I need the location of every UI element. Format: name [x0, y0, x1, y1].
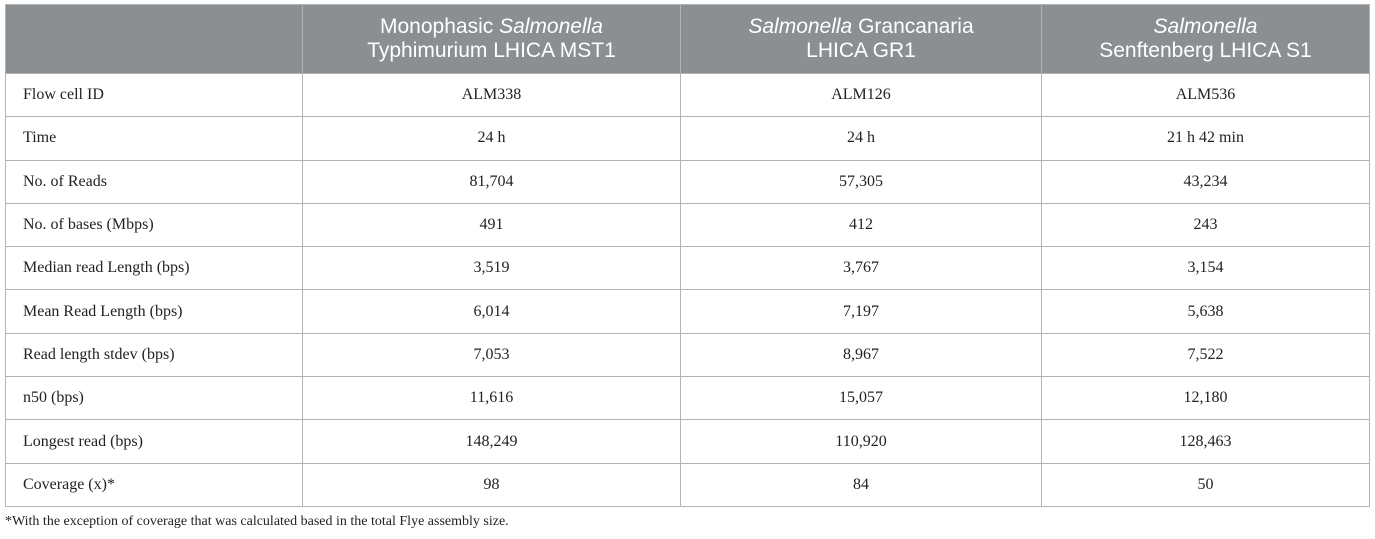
table-row	[6, 247, 1370, 290]
row-label: Read length stdev (bps)	[6, 333, 303, 376]
header-italic-genus: Salmonella	[499, 15, 603, 38]
table-row	[6, 160, 1370, 203]
header-text: Grancanaria	[852, 15, 974, 38]
table-cell: 81,704	[303, 160, 681, 203]
footnote: *With the exception of coverage that was calculated based in the total Flye assembly size.	[5, 514, 509, 529]
table-row	[6, 333, 1370, 376]
table-row	[6, 117, 1370, 160]
table-row	[6, 463, 1370, 506]
header-text: Typhimurium LHICA MST1	[367, 39, 616, 62]
header-text: LHICA GR1	[806, 39, 916, 62]
table-cell: 3,519	[303, 247, 681, 290]
row-label: No. of bases (Mbps)	[6, 203, 303, 246]
table-cell: 57,305	[681, 160, 1042, 203]
row-label: No. of Reads	[6, 160, 303, 203]
table-row	[6, 377, 1370, 420]
table-cell: 6,014	[303, 290, 681, 333]
table-row	[6, 420, 1370, 463]
row-label: Time	[6, 117, 303, 160]
table-cell: 24 h	[681, 117, 1042, 160]
table-cell: 21 h 42 min	[1042, 117, 1370, 160]
table-cell: 3,154	[1042, 247, 1370, 290]
row-label: Flow cell ID	[6, 74, 303, 117]
table-cell: 243	[1042, 203, 1370, 246]
header-strain-gr1	[681, 5, 1042, 74]
table-cell: 110,920	[681, 420, 1042, 463]
row-label: Longest read (bps)	[6, 420, 303, 463]
table-cell: 84	[681, 463, 1042, 506]
table-cell: 7,053	[303, 333, 681, 376]
table-cell: 412	[681, 203, 1042, 246]
header-text: Monophasic	[380, 15, 500, 38]
table-cell: 12,180	[1042, 377, 1370, 420]
header-italic-genus: Salmonella	[1153, 15, 1258, 38]
table-cell: ALM338	[303, 74, 681, 117]
row-label: Coverage (x)*	[6, 463, 303, 506]
table-cell: 98	[303, 463, 681, 506]
header-italic-genus: Salmonella	[748, 15, 853, 38]
header-row	[6, 5, 1370, 74]
table-row	[6, 290, 1370, 333]
table-cell: 128,463	[1042, 420, 1370, 463]
header-text: Senftenberg LHICA S1	[1099, 39, 1312, 62]
table-cell: 7,197	[681, 290, 1042, 333]
header-empty-cell	[6, 5, 303, 74]
table-cell: 43,234	[1042, 160, 1370, 203]
table-row	[6, 203, 1370, 246]
table-cell: 3,767	[681, 247, 1042, 290]
table-row	[6, 74, 1370, 117]
header-strain-mst1	[303, 5, 681, 74]
table-cell: 5,638	[1042, 290, 1370, 333]
data-table	[5, 4, 1370, 507]
row-label: Mean Read Length (bps)	[6, 290, 303, 333]
table-cell: 7,522	[1042, 333, 1370, 376]
table-cell: 24 h	[303, 117, 681, 160]
header-strain-s1	[1042, 5, 1370, 74]
row-label: n50 (bps)	[6, 377, 303, 420]
table-cell: 8,967	[681, 333, 1042, 376]
table-cell: ALM126	[681, 74, 1042, 117]
table-cell: ALM536	[1042, 74, 1370, 117]
table-cell: 15,057	[681, 377, 1042, 420]
table-cell: 50	[1042, 463, 1370, 506]
table-cell: 148,249	[303, 420, 681, 463]
table-cell: 11,616	[303, 377, 681, 420]
table-cell: 491	[303, 203, 681, 246]
row-label: Median read Length (bps)	[6, 247, 303, 290]
table-body	[6, 74, 1370, 507]
